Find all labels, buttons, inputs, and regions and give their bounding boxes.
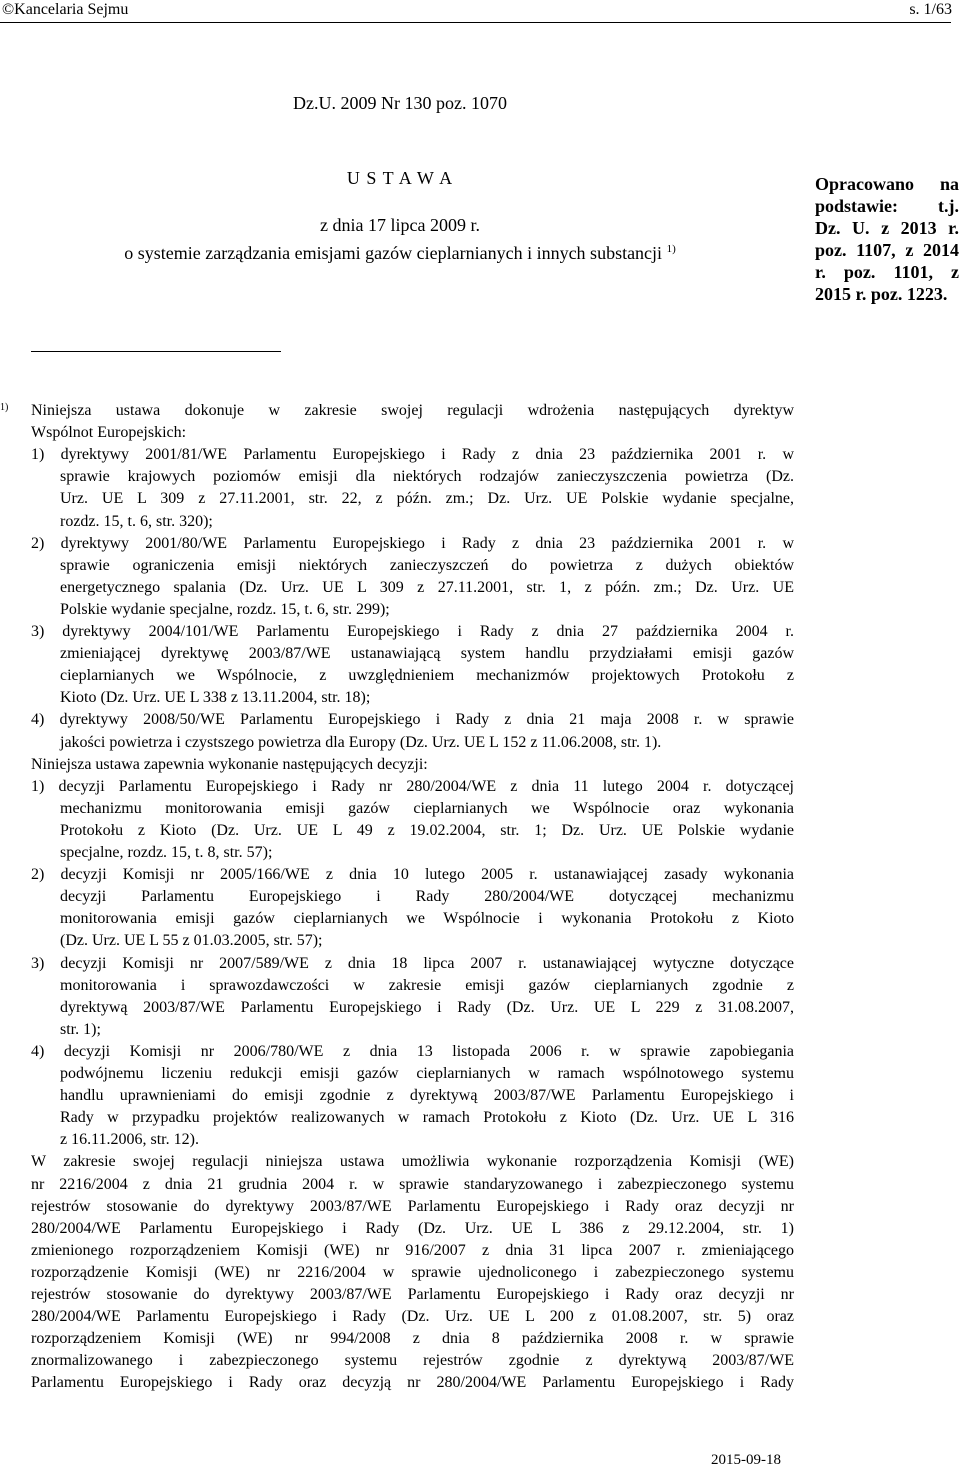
consolidation-note-line: podstawie: t.j. [815,196,959,216]
footnote-mark: 1) [0,402,9,413]
act-type: U S T A W A [346,168,454,188]
footnote-line: Parlamentu Europejskiego i Rady oraz decyzją nr 280/2004/WE Parlamentu Europejskiego i Rady [31,1374,794,1392]
journal-reference: Dz.U. 2009 Nr 130 poz. 1070 [293,93,507,113]
footnote-line: rejestrów stosowanie do dyrektywy 2003/87/WE Parlamentu Europejskiego i Rady oraz decyzji nr [31,1286,794,1303]
footnote-line: 1) dyrektywy 2001/81/WE Parlamentu Europejskiego i Rady z dnia 23 października 2001 r. w [31,446,794,464]
footnote-line: dyrektywą 2003/87/WE Parlamentu Europejskiego i Rady (Dz. Urz. UE L 229 z 31.08.2007, [60,998,794,1016]
footnote-line: podwójnemu liczeniu redukcji emisji gazów cieplarnianych w ramach wspólnotowego systemu [60,1065,794,1082]
footnote-line: z 16.11.2006, str. 12). [60,1131,199,1149]
header-page-number: s. 1/63 [909,1,952,18]
consolidation-note [815,173,959,305]
footnote-line: Kioto (Dz. Urz. UE L 338 z 13.11.2004, str. 18); [60,689,371,707]
consolidation-note-line: 2015 r. poz. 1223. [815,284,948,304]
footnote-line: Rady w przypadku projektów realizowanych w ramach Protokołu z Kioto (Dz. Urz. UE L 316 [60,1109,794,1127]
footnote-line: Niniejsza ustawa zapewnia wykonanie następujących decyzji: [31,755,428,773]
footnote-line: rozdz. 15, t. 6, str. 320); [60,512,213,530]
footnote-line: monitorowania i sprawozdawczości w zakresie emisji gazów cieplarnianych zgodnie z [60,976,794,994]
footnote-line: str. 1); [60,1020,101,1038]
header-divider [0,22,951,23]
footnote-line: monitorowania emisji gazów cieplarnianych we Wspólnocie i wykonania Protokołu z Kioto [60,910,794,928]
footnote-line: sprawie ograniczenia emisji niektórych zanieczyszczeń do powietrza z dużych obiektów [60,556,794,574]
footnote-line: W zakresie swojej regulacji niniejsza ustawa umożliwia wykonanie rozporządzenia Komisji (WE) [31,1153,794,1171]
footnote-line: specjalne, rozdz. 15, t. 8, str. 57); [60,844,273,861]
footnote-line: 4) dyrektywy 2008/50/WE Parlamentu Europejskiego i Rady z dnia 21 maja 2008 r. w sprawie [31,711,794,729]
footnote-line: 280/2004/WE Parlamentu Europejskiego i Rady (Dz. Urz. UE L 200 z 01.08.2007, str. 5) oraz [31,1308,794,1326]
header-source: ©Kancelaria Sejmu [2,1,129,18]
footnote-line: cieplarnianych we Wspólnocie, z uwzględnieniem mechanizmów projektowych Protokołu z [60,667,794,685]
footnote-line: 280/2004/WE Parlamentu Europejskiego i Rady (Dz. Urz. UE L 386 z 29.12.2004, str. 1) [31,1219,794,1237]
consolidation-note-line: poz. 1107, z 2014 [815,240,959,260]
footnote-line: Protokołu z Kioto (Dz. Urz. UE L 49 z 19.02.2004, str. 1; Dz. Urz. UE Polskie wydanie [60,821,794,839]
footnote-line: jakości powietrza i czystszego powietrza dla Europy (Dz. Urz. UE L 152 z 11.06.2008, str. 1). [60,733,662,751]
footnote-line: 3) decyzji Komisji nr 2007/589/WE z dnia 18 lipca 2007 r. ustanawiającej wytyczne dotyczące [31,954,794,972]
footnote-line: nr 2216/2004 z dnia 21 grudnia 2004 r. w sprawie standaryzowanego i zabezpieczonego systemu [31,1175,794,1193]
footnote-reference: 1) [666,243,676,255]
footnote-line: handlu uprawnieniami do emisji zgodnie z dyrektywą 2003/87/WE Parlamentu Europejskiego i [60,1087,794,1105]
footnote-line: zmienionego rozporządzeniem Komisji (WE) nr 916/2007 z dnia 31 lipca 2007 r. zmieniającego [31,1241,794,1259]
footnote-line: rejestrów stosowanie do dyrektywy 2003/87/WE Parlamentu Europejskiego i Rady oraz decyzji nr [31,1197,794,1215]
footnote-line: Niniejsza ustawa dokonuje w zakresie swojej regulacji wdrożenia następujących dyrektyw [31,402,794,419]
footnote-divider [31,351,281,352]
footnote-line: Wspólnot Europejskich: [31,424,187,442]
act-subject-text: o systemie zarządzania emisjami gazów cieplarnianych i innych substancji [124,243,663,263]
footnote-line: znormalizowanego i zabezpieczonego systemu rejestrów zgodnie z dyrektywą 2003/87/WE [31,1352,794,1370]
footnote-line: 3) dyrektywy 2004/101/WE Parlamentu Europejskiego i Rady z dnia 27 października 2004 r. [31,623,794,640]
footnote-line: 2) dyrektywy 2001/80/WE Parlamentu Europejskiego i Rady z dnia 23 października 2001 r. w [31,534,794,552]
footnote-line: 2) decyzji Komisji nr 2005/166/WE z dnia 10 lutego 2005 r. ustanawiającej zasady wykonania [31,866,794,884]
footnote-line: (Dz. Urz. UE L 55 z 01.03.2005, str. 57); [60,932,323,950]
footnote-line: decyzji Parlamentu Europejskiego i Rady 280/2004/WE dotyczącej mechanizmu [60,888,794,906]
footer-date: 2015-09-18 [711,1452,781,1468]
footnote-line: mechanizmu monitorowania emisji gazów cieplarnianych we Wspólnocie oraz wykonania [60,799,794,817]
footnote-line: rozporządzenie Komisji (WE) nr 2216/2004 w sprawie ujednoliconego i zabezpieczonego systemu [31,1263,794,1281]
consolidation-note-line: Dz. U. z 2013 r. [815,218,959,238]
footnote-line: zmieniającej dyrektywę 2003/87/WE ustanawiającą system handlu przydziałami emisji gazów [60,645,794,663]
consolidation-note-line: r. poz. 1101, z [815,262,959,282]
footnote-line: Urz. UE L 309 z 27.11.2001, str. 22, z późn. zm.; Dz. Urz. UE Polskie wydanie specjalne, [60,490,794,508]
footnote-line: 4) decyzji Komisji nr 2006/780/WE z dnia 13 listopada 2006 r. w sprawie zapobiegania [31,1042,794,1060]
footnote-line: Polskie wydanie specjalne, rozdz. 15, t. 6, str. 299); [60,600,390,618]
act-subject [0,243,800,264]
consolidation-note-line: Opracowano na [815,174,959,194]
act-date: z dnia 17 lipca 2009 r. [320,215,480,235]
footnote-line: sprawie krajowych poziomów emisji dla niektórych rodzajów zanieczyszczenia powietrza (Dz. [60,468,794,486]
footnote-line: 1) decyzji Parlamentu Europejskiego i Rady nr 280/2004/WE z dnia 11 lutego 2004 r. dotyczącej [31,777,794,795]
footnote-line: energetycznego spalania (Dz. Urz. UE L 309 z 27.11.2001, str. 1, z późn. zm.; Dz. Urz. UE [60,578,794,596]
footnote-line: rozporządzeniem Komisji (WE) nr 994/2008 z dnia 8 października 2008 r. w sprawie [31,1330,794,1348]
